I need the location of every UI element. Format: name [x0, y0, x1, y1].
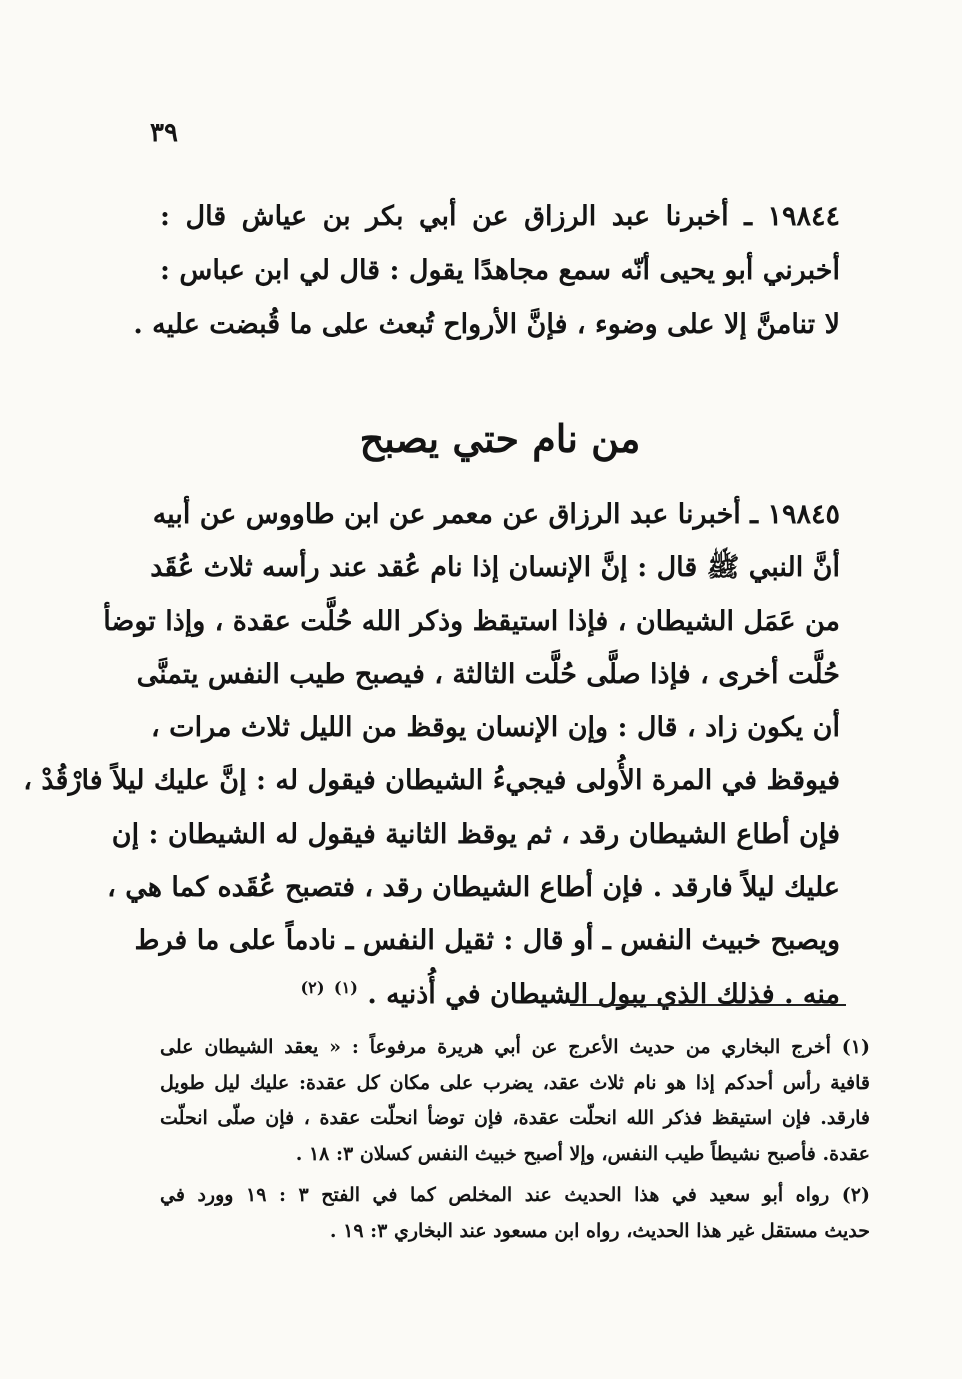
- footnote-line: قافية رأس أحدكم إذا هو نام ثلاث عقد، يضرب على مكان كل عقدة: عليك ليل طويل: [160, 1071, 870, 1094]
- hadith-line: ١٩٨٤٤ ـ أخبرنا عبد الرزاق عن أبي بكر بن عياش قال :: [160, 201, 840, 232]
- footnote-line: حديث مستقل غير هذا الحديث، رواه ابن مسعود عند البخاري ٣: ١٩ .: [329, 1219, 870, 1242]
- footnote-2: [160, 1178, 870, 1249]
- footnote-line: (٢) رواه أبو سعيد في هذا الحديث عند المخلص كما في الفتح ٣ : ١٩ وورد في: [160, 1184, 870, 1206]
- hadith-line: ويصبح خبيث النفس ـ أو قال : ثقيل النفس ـ نادماً على ما فرط: [134, 925, 840, 957]
- footnote-line: فارقد. فإن استيقظ فذكر الله انحلّت عقدة، فإن توضأ انحلّت عقدة ، فإن صلّى انحلّت: [160, 1107, 870, 1129]
- hadith-line: فيوقظ في المرة الأُولى فيجيءُ الشيطان فيقول له : إنَّ عليك ليلاً فارْقُدْ ،: [23, 765, 840, 797]
- page-number: ٣٩: [150, 118, 178, 148]
- hadith-line: أخبرني أبو يحيى أنّه سمع مجاهدًا يقول : قال لي ابن عباس :: [160, 255, 840, 286]
- footnotes: [160, 1030, 870, 1255]
- hadith-line: ١٩٨٤٥ ـ أخبرنا عبد الرزاق عن معمر عن ابن طاووس عن أبيه: [152, 499, 840, 530]
- footnote-line: (١) أخرج البخاري من حديث الأعرج عن أبي هريرة مرفوعاً : « يعقد الشيطان على: [160, 1036, 870, 1058]
- section-heading: من نام حتي يصبح: [359, 416, 641, 461]
- hadith-line: عليك ليلاً فارقد . فإن أطاع الشيطان رقد ، فتصبح عُقَده كما هي ،: [107, 872, 840, 904]
- hadith-line: فإن أطاع الشيطان رقد ، ثم يوقظ الثانية فيقول له الشيطان : إن: [111, 818, 840, 850]
- hadith-last-line: [160, 968, 840, 1021]
- footnote-1: [160, 1030, 870, 1172]
- hadith-19844: [133, 190, 840, 352]
- footnote-mark-2: (٢): [300, 977, 325, 997]
- hadith-19845: [23, 488, 840, 1021]
- hadith-line: حُلَّت أخرى ، فإذا صلَّى حُلَّت الثالثة ، فيصبح طيب النفس يتمنَّى: [136, 658, 840, 690]
- hadith-line: لا تنامنَّ إلا على وضوء ، فإنَّ الأرواح تُبعث على ما قُبضت عليه .: [133, 309, 840, 340]
- footnote-line: عقدة. فأصبح نشيطاً طيب النفس، وإلا أصبح خبيث النفس كسلان ٣: ١٨ .: [295, 1142, 870, 1165]
- hadith-line: أنَّ النبي ﷺ قال : إنَّ الإنسان إذا نام عُقد عند رأسه ثلاث عُقَد: [150, 552, 840, 584]
- footnote-divider: [570, 1004, 846, 1006]
- hadith-line-text: منه . فذلك الذي يبول الشيطان في أُذنيه .: [367, 978, 840, 1010]
- hadith-line: أن يكون زاد ، قال : وإن الإنسان يوقظ من الليل ثلاث مرات ،: [151, 712, 840, 744]
- footnote-mark-1: (١): [333, 977, 358, 997]
- hadith-line: من عَمَل الشيطان ، فإذا استيقظ وذكر الله حُلَّت عقدة ، وإذا توضأ: [103, 605, 840, 637]
